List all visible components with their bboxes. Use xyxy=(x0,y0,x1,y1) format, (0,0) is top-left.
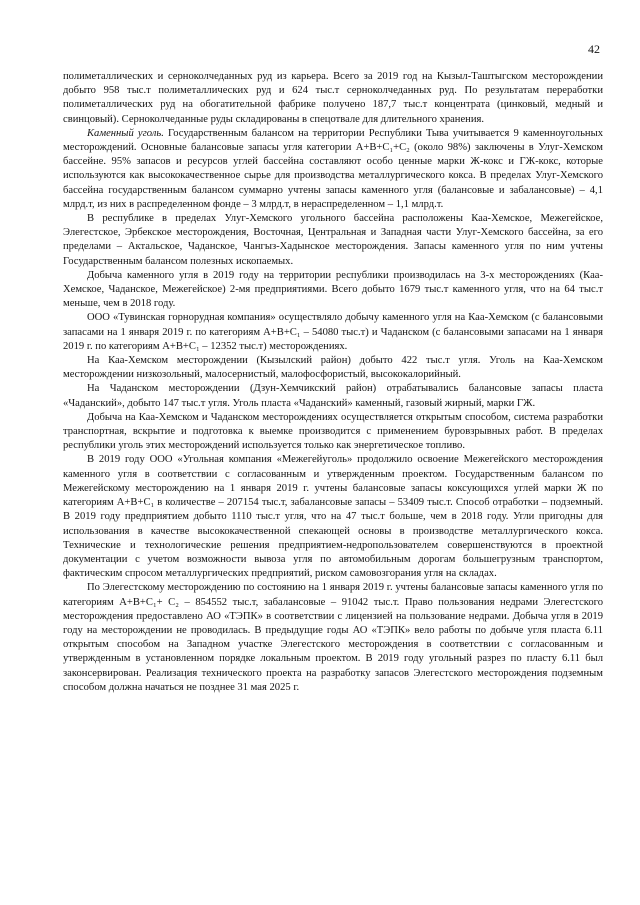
paragraph-kaa-khem xyxy=(63,354,603,382)
paragraph-tgk-company xyxy=(63,311,603,354)
paragraph-text: ООО «Тувинская горнорудная компания» осуществляло добычу каменного угля на Каа-Хемском (с балансовыми запасами на 1 января 2019 г. по категориям А+В+С₁ – 54080 тыс.т) и Чаданском (с балансовыми запасами на 1 января 2019 г. по категориям А+В+С₁ – 12352 тыс.т) месторождениях. xyxy=(63,312,603,352)
paragraph-ore-mining xyxy=(63,70,603,127)
paragraph-coal-production xyxy=(63,269,603,312)
paragraph-text: В республике в пределах Улуг-Хемского угольного бассейна расположены Каа-Хемское, Межегейское, Элегестское, Эрбекское месторождения, Восточная, Центральная и Западная части Улуг-Хемского бассейна, за его пределами – Актальское, Чаданское, Чангыз-Хадынское месторождения. Запасы каменного угля по ним учтены Государственным балансом полезных ископаемых. xyxy=(63,213,603,267)
paragraph-chadan xyxy=(63,382,603,410)
paragraph-text: В 2019 году ООО «Угольная компания «Межегейуголь» продолжило освоение Межегейского месторождения каменного угля в соответствии с согласованным и утвержденным проектом. Государственным балансом по Межегейскому месторождению на 1 января 2019 г. учтены балансовые запасы коксующихся углей марки Ж по категориям А+В+С₁ в количестве – 207154 тыс.т, забалансовые запасы – 53409 тыс.т. Способ отработки – подземный. В 2019 году предприятием добыто 1110 тыс.т угля, что на 47 тыс.т больше, чем в 2018 году. Угли пригодны для использования в качестве высококачественной спекающей основы в производстве металлургического кокса. Технические и технологические решения предприятием-недропользователем совершенствуются в проектной документации с учетом возможности вывоза угля по автомобильным дорогам большегрузным транспортом, фактическим спросом металлургических предприятий, риском самовозгорания угля на складах. xyxy=(63,454,603,580)
paragraph-mezhegey xyxy=(63,453,603,581)
page-number: 42 xyxy=(588,42,600,56)
paragraph-open-pit xyxy=(63,411,603,454)
paragraph-text: По Элегестскому месторождению по состоянию на 1 января 2019 г. учтены балансовые запасы каменного угля по категориям А+В+С₁+ С₂ – 854552 тыс.т, забалансовые – 91042 тыс.т. Право пользования недрами Элегестского месторождения предоставлено АО «ТЭПК» в соответствии с лицензией на пользование недрами. Добыча угля в 2019 году на месторождении не проводилась. В предыдущие годы АО «ТЭПК» вело работы по добыче угля пласта 6.11 открытым способом на Западном участке Элегестского месторождения в соответствии с согласованным и утвержденным в установленном порядке локальным проектом. В 2019 году угольный разрез по пласту 6.11 был законсервирован. Реализация технического проекта на разработку запасов Элегестского месторождения подземным способом должна начаться не позднее 31 мая 2025 г. xyxy=(63,582,603,693)
paragraph-coal-overview xyxy=(63,127,603,212)
paragraph-elegest xyxy=(63,581,603,695)
paragraph-text: Добыча каменного угля в 2019 году на территории республики производилась на 3-х месторождениях (Каа-Хемское, Чаданское, Межегейское) 2-мя предприятиями. Всего добыто 1679 тыс.т каменного угля, что на 64 тыс.т меньше, чем в 2018 году. xyxy=(63,269,603,310)
paragraph-text: На Каа-Хемском месторождении (Кызылский район) добыто 422 тыс.т угля. Уголь на Каа-Хемском месторождении низкозольный, малосернистый, малофосфористый, высококалорийный. xyxy=(63,355,603,381)
section-lead: Каменный уголь. xyxy=(87,127,164,139)
paragraph-coal-deposits xyxy=(63,212,603,269)
paragraph-text: Добыча на Каа-Хемском и Чаданском месторождениях осуществляется открытым способом, система разработки транспортная, вскрытие и подготовка к выемке производится с применением буровзрывных работ. В пределах республики уголь этих месторождений используется только как энергетическое топливо. xyxy=(63,411,603,452)
paragraph-text: На Чаданском месторождении (Дзун-Хемчикский район) отрабатывались балансовые запасы пласта «Чаданский», добыто 147 тыс.т угля. Уголь пласта «Чаданский» каменный, газовый жирный, марки ГЖ. xyxy=(63,383,603,409)
paragraph-text: полиметаллических и серноколчеданных руд из карьера. Всего за 2019 год на Кызыл-Таштыгском месторождении добыто 958 тыс.т полиметаллических руд и 624 тыс.т серноколчеданных руд. По результатам переработки полиметаллических руд на обогатительной фабрике получено 187,7 тыс.т концентрата (цинковый, медный и свинцовый). Серноколчеданные руды складированы в спецотвале для длительного хранения. xyxy=(63,71,603,125)
paragraph-text: Государственным балансом на территории Республики Тыва учитывается 9 каменноугольных месторождений. Основные балансовые запасы угля категории А+В+С₁+С₂ (около 98%) заключены в Улуг-Хемском бассейне. 95% запасов и ресурсов углей бассейна составляют особо ценные марки Ж-кокс и ГЖ-кокс, которые используются как высококачественное сырье для производства металлургического кокса. В пределах Улуг-Хемского бассейна государственным балансом суммарно учтены запасы каменного угля (балансовые и забалансовые) – 4,1 млрд.т, из них в распределенном фонде – 3 млрд.т, в нераспределенном – 1,1 млрд.т. xyxy=(63,127,603,210)
body-text xyxy=(63,70,603,695)
